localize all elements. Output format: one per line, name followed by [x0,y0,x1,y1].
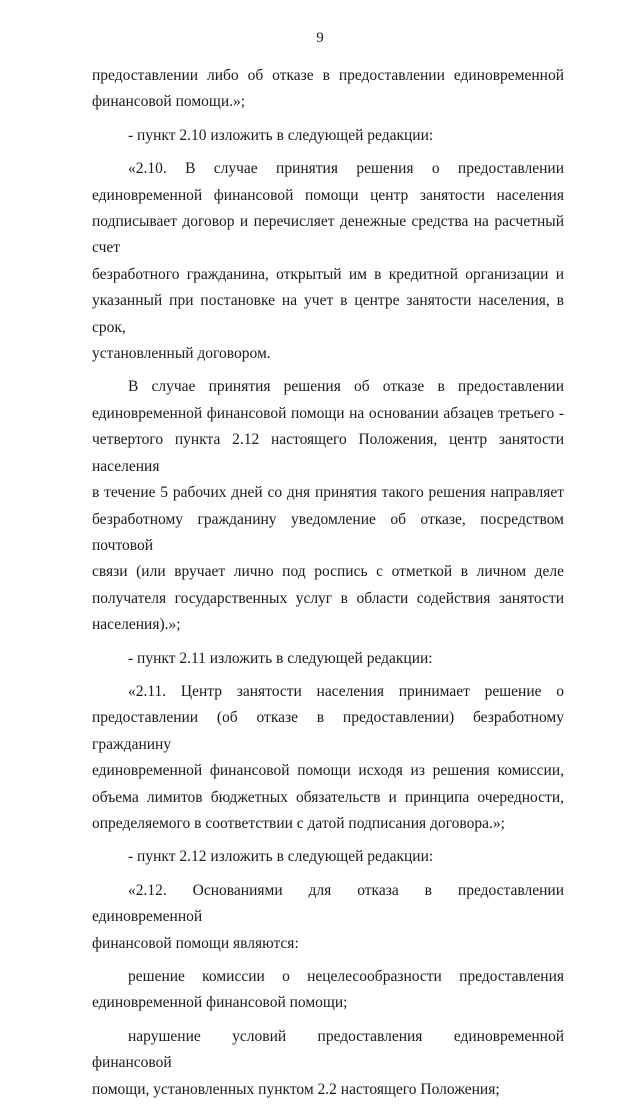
paragraph [92,679,564,837]
paragraph [92,878,564,957]
text-line: объема лимитов бюджетных обязательств и принципа очередности, [92,788,564,806]
paragraph [92,646,564,672]
text-line: предоставлении либо об отказе в предоставлении единовременной [92,67,564,84]
paragraph [92,374,564,638]
text-line: связи (или вручает лично под роспись с отметкой в личном деле [92,563,564,581]
paragraph [92,63,564,116]
text-line: единовременной финансовой помощи центр занятости населения [92,186,564,204]
text-line: нарушение условий предоставления единовременной финансовой [92,1027,564,1072]
paragraph [92,156,564,367]
text-line: определяемого в соответствии с датой подписания договора.»; [92,814,505,832]
text-line: населения).»; [92,616,181,634]
text-line: единовременной финансовой помощи исходя из решения комиссии, [92,762,564,780]
text-line: финансовой помощи.»; [92,93,246,111]
text-line: «2.12. Основаниями для отказа в предоставлении единовременной [92,881,564,926]
text-line: В случае принятия решения об отказе в предоставлении [128,378,564,396]
text-line: указанный при постановке на учет в центре занятости населения, в срок, [92,292,564,336]
text-line: финансовой помощи являются: [92,934,299,952]
document-body [92,63,564,1110]
paragraph [92,123,564,149]
text-line: помощи, установленных пунктом 2.2 настоящего Положения; [92,1080,500,1098]
page-number: 9 [316,30,324,46]
text-line: единовременной финансовой помощи; [92,994,348,1012]
paragraph [92,964,564,1017]
paragraph [92,844,564,870]
text-line: - пункт 2.11 изложить в следующей редакции: [128,649,433,667]
text-line: «2.11. Центр занятости населения принимает решение о [128,682,564,700]
text-line: подписывает договор и перечисляет денежные средства на расчетный счет [92,213,564,257]
text-line: - пункт 2.12 изложить в следующей редакции: [128,848,434,866]
text-line: безработного гражданина, открытый им в кредитной организации и [92,265,564,283]
text-line: - пункт 2.10 изложить в следующей редакции: [128,126,434,144]
text-line: четвертого пункта 2.12 настоящего Положения, центр занятости населения [92,431,564,475]
text-line: установленный договором. [92,345,271,363]
text-line: получателя государственных услуг в области содействия занятости [92,589,564,607]
text-line: единовременной финансовой помощи на основании абзацев третьего - [92,404,564,422]
text-line: предоставлении (об отказе в предоставлении) безработному гражданину [92,709,564,753]
text-line: решение комиссии о нецелесообразности предоставления [128,968,564,985]
text-line: в течение 5 рабочих дней со дня принятия такого решения направляет [92,484,564,502]
text-line: «2.10. В случае принятия решения о предоставлении [128,160,564,178]
text-line: безработному гражданину уведомление об отказе, посредством почтовой [92,510,564,554]
paragraph [92,1024,564,1103]
